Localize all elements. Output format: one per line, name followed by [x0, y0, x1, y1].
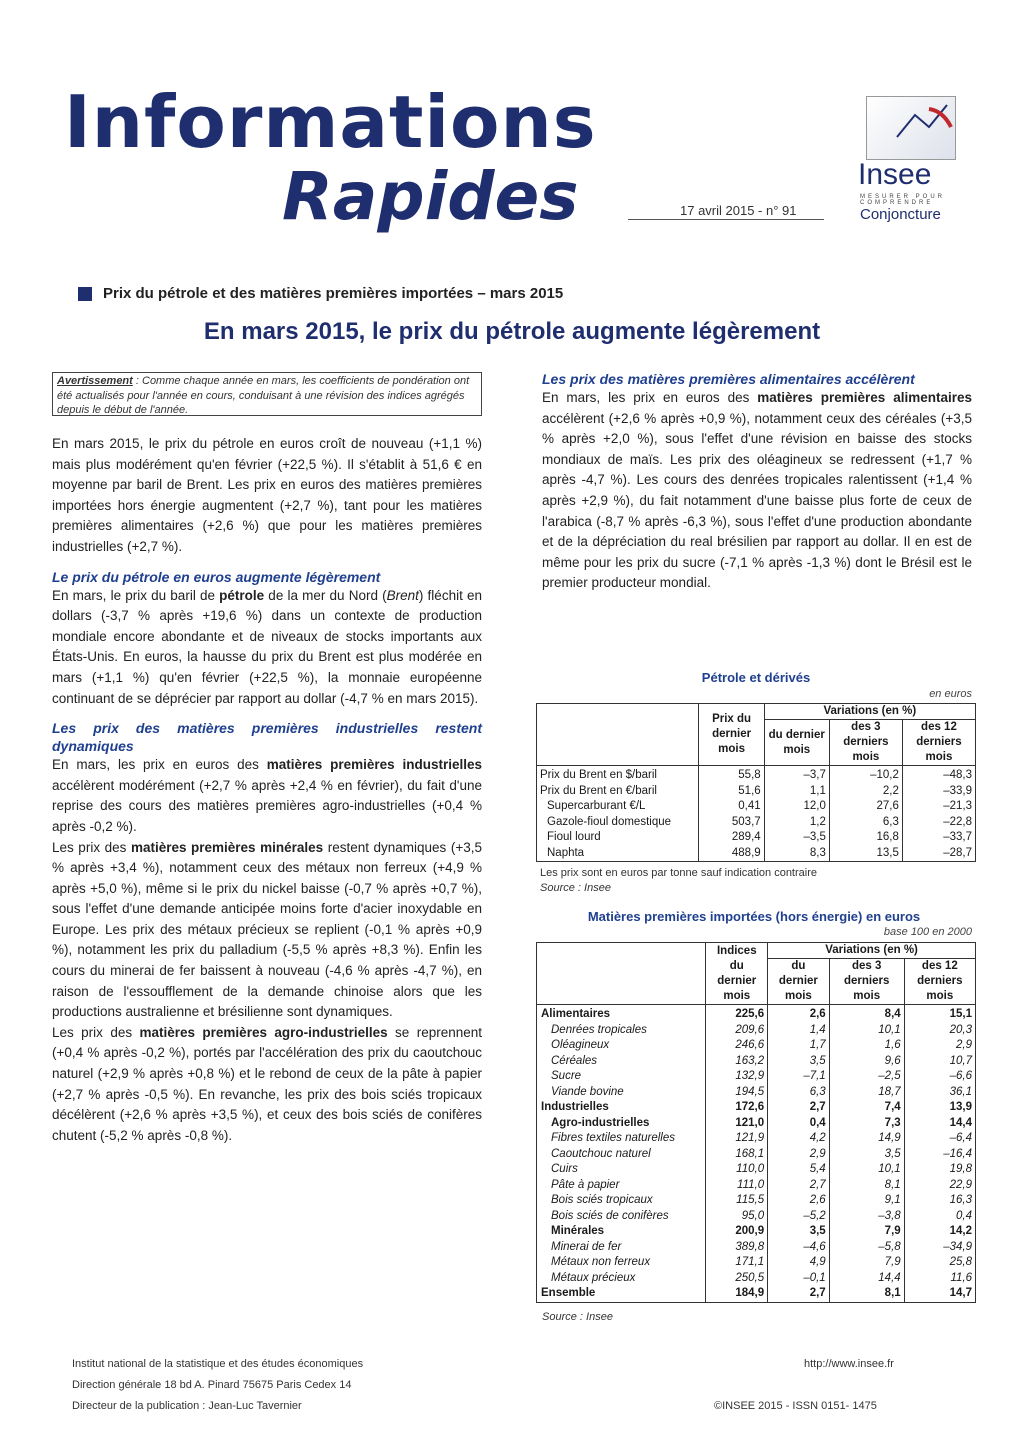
intro-paragraph: En mars 2015, le prix du pétrole en euros croît de nouveau (+1,1 %) mais plus modérément qu'en février (+22,5 %). Il s'établit à 51,6 € en moyenne par baril de Brent. Les prix en euros des matières premières importées hors énergie augmentent (+2,7 %), tant pour les matières premières alimentaires (+2,6 %) que pour les matières premières industrielles (+2,7 %). — [52, 436, 482, 554]
table-row — [537, 1178, 976, 1194]
row-value: 209,6 — [706, 1023, 768, 1039]
table2-header-12m: des 12 derniers mois — [904, 959, 975, 1005]
row-label: Bois sciés tropicaux — [537, 1193, 706, 1209]
masthead-title: Informations — [64, 80, 597, 164]
row-value: 7,4 — [829, 1100, 904, 1116]
row-value: 9,6 — [829, 1054, 904, 1070]
table-row — [537, 815, 976, 831]
row-value: 14,2 — [904, 1224, 975, 1240]
table-row — [537, 1162, 976, 1178]
row-value: 2,7 — [768, 1286, 830, 1302]
row-value: 2,9 — [904, 1038, 975, 1054]
table1-source: Source : Insee — [540, 882, 611, 894]
masthead-rule — [628, 219, 824, 220]
row-value: 7,9 — [829, 1255, 904, 1271]
logo-section: Conjoncture — [860, 206, 941, 223]
industrial-paragraph: En mars, les prix en euros des matières premières industrielles accélèrent modérément (+2,7 % après +2,4 % en février), du fait d'une reprise des cours des matières premières agro-industrielles (+0,4 % après -0,2 %). — [52, 757, 482, 834]
row-value: –6,6 — [904, 1069, 975, 1085]
row-label: Fioul lourd — [537, 830, 699, 846]
page-headline: En mars 2015, le prix du pétrole augmente légèrement — [203, 318, 821, 345]
series-label: Prix du pétrole et des matières premières importées – mars 2015 — [103, 285, 564, 302]
row-value: 95,0 — [706, 1209, 768, 1225]
logo-tagline: MESURER POUR COMPRENDRE — [860, 194, 946, 206]
row-value: 8,1 — [829, 1178, 904, 1194]
row-value: 3,5 — [829, 1147, 904, 1163]
table2-header-index: Indices du dernier mois — [706, 943, 768, 1005]
row-value: 18,7 — [829, 1085, 904, 1101]
right-column — [542, 370, 972, 594]
row-value: –16,4 — [904, 1147, 975, 1163]
row-value: 2,7 — [768, 1178, 830, 1194]
row-label: Viande bovine — [537, 1085, 706, 1101]
row-label: Minérales — [537, 1224, 706, 1240]
row-value: 2,6 — [768, 1005, 830, 1023]
issue-date: 17 avril 2015 - n° 91 — [680, 203, 797, 218]
footer-line1: Institut national de la statistique et des études économiques — [72, 1358, 364, 1370]
row-value: 13,9 — [904, 1100, 975, 1116]
row-value: –3,7 — [764, 766, 829, 784]
table2-header-variations: Variations (en %) — [768, 943, 976, 959]
row-value: 121,9 — [706, 1131, 768, 1147]
row-value: 488,9 — [699, 846, 764, 862]
row-value: 22,9 — [904, 1178, 975, 1194]
table2-corner — [537, 943, 706, 1005]
row-label: Sucre — [537, 1069, 706, 1085]
row-value: 0,4 — [768, 1116, 830, 1132]
row-value: 1,4 — [768, 1023, 830, 1039]
row-value: 27,6 — [829, 799, 902, 815]
row-value: 1,6 — [829, 1038, 904, 1054]
row-label: Cuirs — [537, 1162, 706, 1178]
table-row — [537, 784, 976, 800]
row-value: 246,6 — [706, 1038, 768, 1054]
row-value: 14,4 — [829, 1271, 904, 1287]
row-value: 503,7 — [699, 815, 764, 831]
row-value: 2,9 — [768, 1147, 830, 1163]
row-value: 121,0 — [706, 1116, 768, 1132]
table1-header-price: Prix du dernier mois — [699, 704, 764, 766]
row-value: 6,3 — [768, 1085, 830, 1101]
table-row — [537, 1085, 976, 1101]
row-value: –28,7 — [902, 846, 975, 862]
table2-header-3m: des 3 derniers mois — [829, 959, 904, 1005]
row-value: 289,4 — [699, 830, 764, 846]
row-value: –3,5 — [764, 830, 829, 846]
food-paragraph: En mars, les prix en euros des matières premières alimentaires accélèrent (+2,6 % après +0,9 %), notamment ceux des céréales (+3,5 % après +2,0 %), sous l'effet d'une révision en baisse des stocks mondiaux de maïs. Les prix des oléagineux se redressent (+1,7 % après -4,7 %). Les cours des denrées tropicales ralentissent (+1,4 % après +2,9 %), du fait notamment d'une baisse plus forte de ceux de l'arabica (-8,7 % après -6,3 %), sous l'effet d'une production abondante et de la dépréciation du real brésilien par rapport au dollar. Il en est de même pour les prix du sucre (-7,1 % après -1,3 %) dont le Brésil est le premier producteur mondial. — [542, 390, 972, 591]
table-row — [537, 799, 976, 815]
table-row — [537, 1271, 976, 1287]
table-row — [537, 1209, 976, 1225]
row-value: 5,4 — [768, 1162, 830, 1178]
row-value: 25,8 — [904, 1255, 975, 1271]
row-value: 2,2 — [829, 784, 902, 800]
logo-name: Insee — [858, 158, 932, 191]
row-value: 1,2 — [764, 815, 829, 831]
row-value: 3,5 — [768, 1054, 830, 1070]
table2-caption: Matières premières importées (hors énergie) en euros — [587, 909, 921, 924]
table-row — [537, 1023, 976, 1039]
row-value: 10,1 — [829, 1023, 904, 1039]
table-row — [537, 1147, 976, 1163]
table-row — [537, 1240, 976, 1256]
row-label: Bois sciés de conifères — [537, 1209, 706, 1225]
table1-header-variations: Variations (en %) — [764, 704, 975, 720]
row-label: Prix du Brent en $/baril — [537, 766, 699, 784]
series-bullet-icon — [78, 287, 92, 301]
row-value: 7,9 — [829, 1224, 904, 1240]
table-row — [537, 1116, 976, 1132]
table1-corner — [537, 704, 699, 766]
row-value: 14,9 — [829, 1131, 904, 1147]
row-value: 6,3 — [829, 815, 902, 831]
row-value: –3,8 — [829, 1209, 904, 1225]
footer-url[interactable]: http://www.insee.fr — [804, 1358, 894, 1370]
row-value: –0,1 — [768, 1271, 830, 1287]
row-value: 8,1 — [829, 1286, 904, 1302]
row-value: –5,8 — [829, 1240, 904, 1256]
row-value: 0,4 — [904, 1209, 975, 1225]
row-value: 51,6 — [699, 784, 764, 800]
row-value: –21,3 — [902, 799, 975, 815]
row-value: 115,5 — [706, 1193, 768, 1209]
table-row — [537, 1131, 976, 1147]
row-value: 3,5 — [768, 1224, 830, 1240]
row-value: –2,5 — [829, 1069, 904, 1085]
row-value: –33,7 — [902, 830, 975, 846]
table-row — [537, 1054, 976, 1070]
row-value: 20,3 — [904, 1023, 975, 1039]
section-heading-food: Les prix des matières premières alimentaires accélèrent — [542, 371, 915, 387]
row-label: Agro-industrielles — [537, 1116, 706, 1132]
table-row — [537, 766, 976, 784]
row-label: Alimentaires — [537, 1005, 706, 1023]
row-label: Naphta — [537, 846, 699, 862]
table1-caption: Pétrole et dérivés — [701, 670, 811, 685]
row-label: Denrées tropicales — [537, 1023, 706, 1039]
row-label: Industrielles — [537, 1100, 706, 1116]
row-label: Pâte à papier — [537, 1178, 706, 1194]
table-row — [537, 846, 976, 862]
table-row — [537, 1038, 976, 1054]
table2-header-1m: du dernier mois — [768, 959, 830, 1005]
row-label: Minerai de fer — [537, 1240, 706, 1256]
table-row — [537, 1005, 976, 1023]
table-row — [537, 1286, 976, 1302]
table2-unit: base 100 en 2000 — [883, 926, 972, 938]
warning-box — [52, 372, 482, 416]
row-value: 200,9 — [706, 1224, 768, 1240]
row-value: 110,0 — [706, 1162, 768, 1178]
footer-line2: Direction générale 18 bd A. Pinard 75675 Paris Cedex 14 — [72, 1379, 352, 1391]
row-label: Supercarburant €/L — [537, 799, 699, 815]
row-value: 16,8 — [829, 830, 902, 846]
row-value: 2,6 — [768, 1193, 830, 1209]
row-value: 184,9 — [706, 1286, 768, 1302]
row-value: –5,2 — [768, 1209, 830, 1225]
warning-text: : Comme chaque année en mars, les coefficients de pondération ont été actualisés pour l'année en cours, conduisant à une révision des indices agrégés depuis le début de l'année. — [57, 375, 470, 416]
logo-emblem-icon — [866, 96, 956, 160]
table1-note: Les prix sont en euros par tonne sauf indication contraire — [540, 867, 817, 879]
row-value: –33,9 — [902, 784, 975, 800]
row-label: Gazole-fioul domestique — [537, 815, 699, 831]
masthead-subtitle: Rapides — [282, 158, 579, 235]
row-value: 14,7 — [904, 1286, 975, 1302]
row-value: 168,1 — [706, 1147, 768, 1163]
row-value: 171,1 — [706, 1255, 768, 1271]
table-row — [537, 1224, 976, 1240]
row-label: Ensemble — [537, 1286, 706, 1302]
row-value: 250,5 — [706, 1271, 768, 1287]
row-value: 389,8 — [706, 1240, 768, 1256]
row-label: Métaux non ferreux — [537, 1255, 706, 1271]
table-row — [537, 1255, 976, 1271]
row-value: 8,4 — [829, 1005, 904, 1023]
row-value: 8,3 — [764, 846, 829, 862]
row-value: 1,1 — [764, 784, 829, 800]
mineral-paragraph: Les prix des matières premières minérales restent dynamiques (+3,5 % après +3,4 %), notamment ceux des métaux non ferreux (+4,9 % après +5,0 %), même si le prix du nickel baisse (-0,7 % après +0,7 %), sous l'effet d'une demande anticipée moins forte d'acier inoxydable en Europe. Les prix des métaux précieux se replient (-0,1 % après +0,9 %), notamment les prix du palladium (-5,5 % après +8,3 %). Enfin les cours du minerai de fer baissent à nouveau (-4,6 % après -4,7 %), en raison de l'essoufflement de la demande chinoise alors que les productions australienne et brésilienne sont dynamiques. — [52, 839, 483, 1020]
row-value: 4,9 — [768, 1255, 830, 1271]
row-value: 0,41 — [699, 799, 764, 815]
row-value: 12,0 — [764, 799, 829, 815]
table-row — [537, 830, 976, 846]
row-value: 132,9 — [706, 1069, 768, 1085]
row-value: 172,6 — [706, 1100, 768, 1116]
section-heading-oil: Le prix du pétrole en euros augmente légèrement — [52, 568, 381, 585]
table1-header-1m: du dernier mois — [764, 720, 829, 766]
row-value: 225,6 — [706, 1005, 768, 1023]
row-value: 2,7 — [768, 1100, 830, 1116]
left-column — [52, 434, 482, 1146]
table2-source: Source : Insee — [542, 1311, 613, 1323]
row-label: Céréales — [537, 1054, 706, 1070]
row-value: –22,8 — [902, 815, 975, 831]
row-value: 111,0 — [706, 1178, 768, 1194]
row-value: 55,8 — [699, 766, 764, 784]
row-value: –34,9 — [904, 1240, 975, 1256]
row-label: Caoutchouc naturel — [537, 1147, 706, 1163]
row-value: –10,2 — [829, 766, 902, 784]
row-value: –6,4 — [904, 1131, 975, 1147]
table-row — [537, 1193, 976, 1209]
row-value: 16,3 — [904, 1193, 975, 1209]
table-row — [537, 1069, 976, 1085]
row-value: 163,2 — [706, 1054, 768, 1070]
row-value: –48,3 — [902, 766, 975, 784]
row-value: 194,5 — [706, 1085, 768, 1101]
row-label: Oléagineux — [537, 1038, 706, 1054]
insee-logo — [858, 96, 958, 228]
row-value: 10,7 — [904, 1054, 975, 1070]
table-row — [537, 1100, 976, 1116]
agro-paragraph: Les prix des matières premières agro-industrielles se reprennent (+0,4 % après -0,2 %), portés par l'accélération des prix du caoutchouc naturel (+2,9 % après +0,8 %) et le rebond de ceux de la pâte à papier (+2,7 % après -0,5 %). En revanche, les prix des bois sciés tropicaux décélèrent (+2,6 % après +3,5 %), et ceux des bois sciés de conifères chutent (-5,2 % après -0,8 %). — [52, 1024, 482, 1143]
row-value: 10,1 — [829, 1162, 904, 1178]
footer-line3: Directeur de la publication : Jean-Luc Tavernier — [72, 1400, 302, 1412]
footer-publisher — [72, 1354, 363, 1417]
row-value: –7,1 — [768, 1069, 830, 1085]
row-label: Prix du Brent en €/baril — [537, 784, 699, 800]
row-label: Métaux précieux — [537, 1271, 706, 1287]
row-value: 4,2 — [768, 1131, 830, 1147]
table1-header-12m: des 12 derniers mois — [902, 720, 975, 766]
oil-paragraph: En mars, le prix du baril de pétrole de la mer du Nord (Brent) fléchit en dollars (-3,7 % après +19,6 %) dans un contexte de production mondiale encore abondante et de niveaux de stocks importants aux États-Unis. En euros, la hausse du prix du Brent est plus modérée en mars (+1,1 %) qu'en février (+22,5 %), la monnaie européenne continuant de se déprécier par rapport au dollar (-4,7 % en mars 2015). — [52, 587, 482, 706]
row-value: 11,6 — [904, 1271, 975, 1287]
row-value: –4,6 — [768, 1240, 830, 1256]
row-value: 36,1 — [904, 1085, 975, 1101]
commodities-table — [536, 942, 976, 1303]
row-value: 15,1 — [904, 1005, 975, 1023]
row-value: 1,7 — [768, 1038, 830, 1054]
table1-header-3m: des 3 derniers mois — [829, 720, 902, 766]
warning-label: Avertissement — [57, 375, 133, 387]
row-value: 19,8 — [904, 1162, 975, 1178]
section-heading-industrial: Les prix des matières premières industrielles restent dynamiques — [52, 720, 482, 755]
table1-unit: en euros — [929, 688, 972, 700]
row-value: 7,3 — [829, 1116, 904, 1132]
row-label: Fibres textiles naturelles — [537, 1131, 706, 1147]
footer-copyright: ©INSEE 2015 - ISSN 0151- 1475 — [714, 1400, 877, 1412]
row-value: 13,5 — [829, 846, 902, 862]
oil-table — [536, 703, 976, 862]
row-value: 14,4 — [904, 1116, 975, 1132]
row-value: 9,1 — [829, 1193, 904, 1209]
